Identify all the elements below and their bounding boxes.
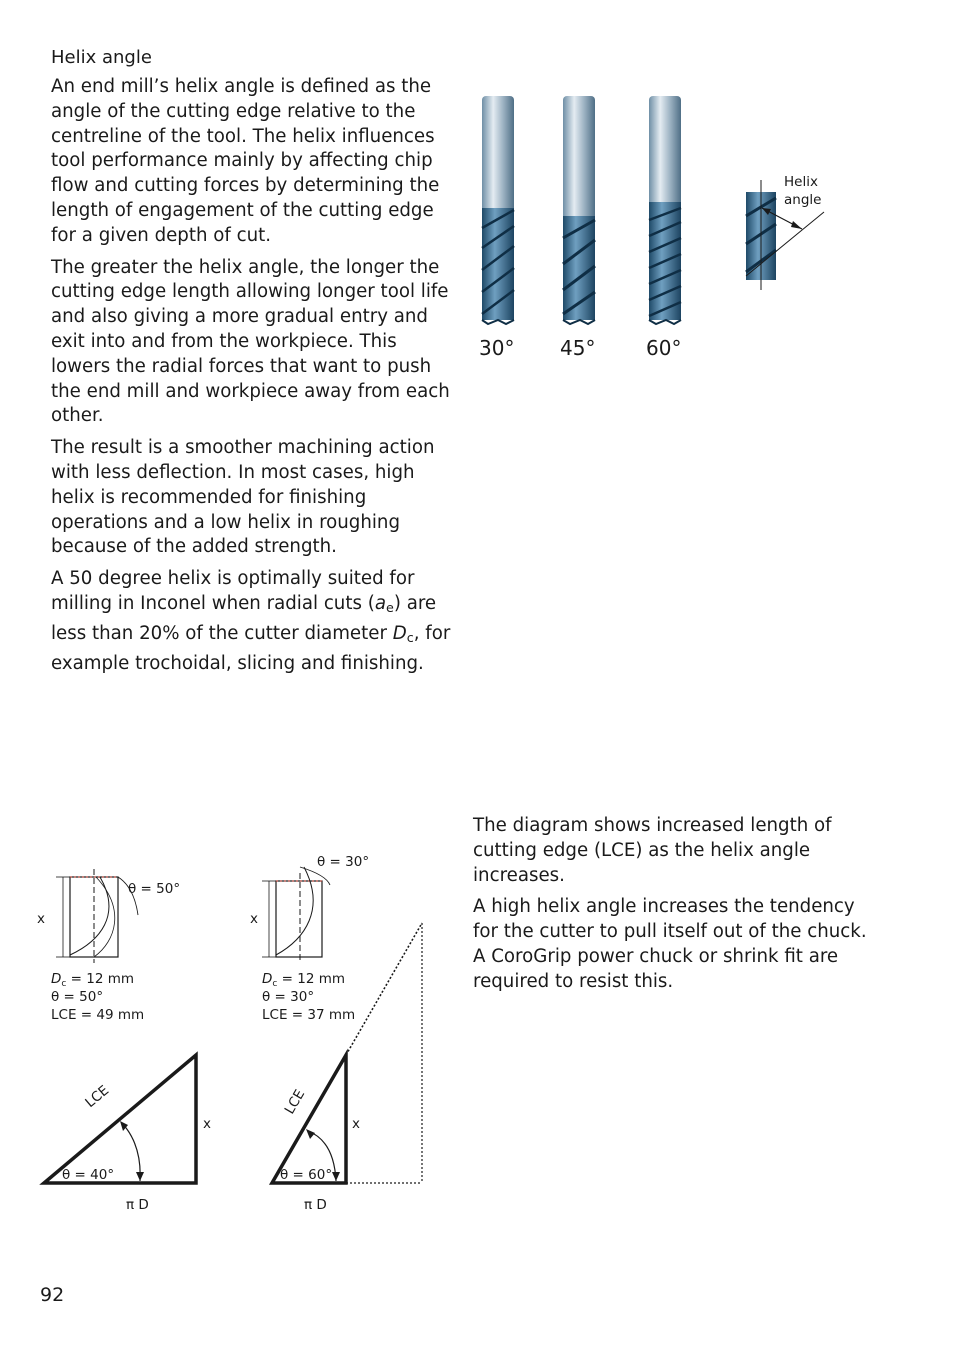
right-tri-x-label: x [352, 1116, 360, 1132]
theta-30-top-label: θ = 30° [317, 854, 370, 870]
paragraph-result: The result is a smoother machining action with less deflection. In most cases, high helix is recommended for finishing operations and a low helix in roughing because of the added strength. [51, 437, 435, 558]
triangle-theta-40 [44, 1055, 211, 1213]
triangle-theta-60 [272, 923, 422, 1213]
paragraph-inconel: A 50 degree helix is optimally suited for milling in Inconel when radial cuts $(a_e)$ are less than 20% of the cutter diameter $D_c$, for example trochoidal, slicing and finishing. [51, 568, 451, 674]
left-x-label: x [37, 911, 45, 927]
cylinder-theta-30 [250, 854, 369, 1023]
left-tri-lce-label: LCE [82, 1082, 113, 1112]
right-lce-label: LCE = 37 mm [262, 1007, 356, 1023]
paragraph-helix-definition: An end mill’s helix angle is defined as the angle of the cutting edge relative to the centreline of the tool. The helix influences tool performance mainly by affecting chip flow and cutting forces by determining the length of engagement of the cutting edge for a given depth of cut. [51, 76, 440, 246]
label-45-degrees: 45° [560, 336, 596, 360]
left-lce-label: LCE = 49 mm [51, 1007, 145, 1023]
body-text-left [51, 75, 456, 684]
end-mill-figure [470, 88, 840, 368]
cylinder-theta-50 [37, 869, 180, 1023]
page-number: 92 [40, 1284, 65, 1306]
left-tri-theta-label: θ = 40° [62, 1167, 115, 1183]
label-30-degrees: 30° [479, 336, 515, 360]
theta-50-top-label: θ = 50° [128, 881, 181, 897]
end-mill-30-icon [482, 96, 514, 324]
helix-label-line2: angle [784, 192, 822, 208]
right-tri-base-label: π D [304, 1197, 327, 1213]
end-mill-60-icon [649, 96, 681, 324]
helix-label-line1: Helix [784, 174, 818, 190]
paragraph-lce-diagram: The diagram shows increased length of cutting edge (LCE) as the helix angle increases. [473, 815, 832, 886]
right-tri-theta-label: θ = 60° [280, 1167, 333, 1183]
left-dc-label: $D_c = 12$ mm [51, 971, 135, 989]
paragraph-helix-length: The greater the helix angle, the longer the cutting edge length allowing longer tool life and also giving a more gradual entry and exit into and from the workpiece. This lowers the radial forces that want to push the end mill and workpiece away from each other. [51, 256, 450, 427]
left-tri-x-label: x [203, 1116, 211, 1132]
left-theta-label: θ = 50° [51, 989, 104, 1005]
helix-angle-detail-icon [746, 174, 824, 290]
right-tri-lce-label: LCE [281, 1086, 309, 1117]
section-heading: Helix angle [51, 47, 152, 68]
lce-diagram [30, 845, 440, 1225]
paragraph-chuck: A high helix angle increases the tendency for the cutter to pull itself out of the chuck. A CoroGrip power chuck or shrink fit are required to resist this. [473, 896, 867, 992]
end-mill-45-icon [563, 96, 595, 324]
left-tri-base-label: π D [126, 1197, 149, 1213]
right-theta-label: θ = 30° [262, 989, 315, 1005]
label-60-degrees: 60° [646, 336, 682, 360]
body-text-right [473, 814, 873, 1002]
right-x-label: x [250, 911, 258, 927]
right-dc-label: $D_c = 12$ mm [262, 971, 346, 989]
